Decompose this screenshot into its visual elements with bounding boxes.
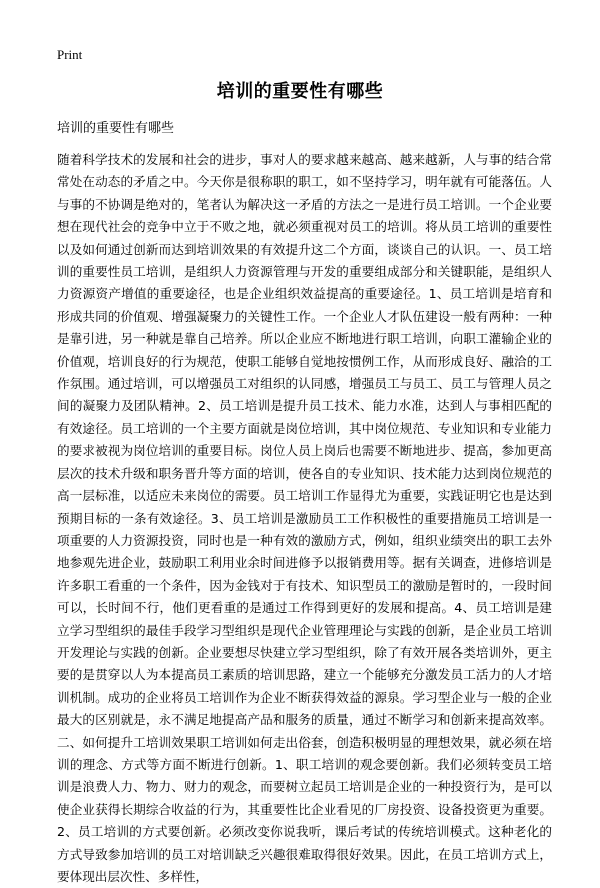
article-subtitle: 培训的重要性有哪些 [57,121,175,136]
article-body: 随着科学技术的发展和社会的进步，事对人的要求越来越高、越来越新，人与事的结合常常处在动态的矛盾之中。今天你是很称职的职工，如不坚持学习，明年就有可能落伍。人与事的不协调是绝对的，笔者认为解决这一矛盾的方法之一是进行员工培训。一个企业要想在现代社会的竞争中立于不败之地，就必须重视对员工的培训。将从员工培训的重要性以及如何通过创新而达到培训效果的有效提升这二个方面，谈谈自己的认识。一、员工培训的重要性员工培训，是组织人力资源管理与开发的重要组成部分和关键职能，是组织人力资源资产增值的重要途径，也是企业组织效益提高的重要途径。1、员工培训是培育和形成共同的价值观、增强凝聚力的关键性工作。一个企业人才队伍建设一般有两种：一种是靠引进，另一种就是靠自己培养。所以企业应不断地进行职工培训，向职工灌输企业的价值观，培训良好的行为规范，使职工能够自觉地按惯例工作，从而形成良好、融洽的工作氛围。通过培训，可以增强员工对组织的认同感，增强员工与员工、员工与管理人员之间的凝聚力及团队精神。2、员工培训是提升员工技术、能力水准，达到人与事相匹配的有效途径。员工培训的一个主要方面就是岗位培训，其中岗位规范、专业知识和专业能力的要求被视为岗位培训的重要目标。岗位人员上岗后也需要不断地进步、提高，参加更高层次的技术升级和职务晋升等方面的培训，使各自的专业知识、技术能力达到岗位规范的高一层标准，以适应未来岗位的需要。员工培训工作显得尤为重要，实践证明它也是达到预期目标的一条有效途径。3、员工培训是激励员工工作积极性的重要措施员工培训是一项重要的人力资源投资，同时也是一种有效的激励方式，例如，组织业绩突出的职工去外地参观先进企业，鼓励职工利用业余时间进修予以报销费用等。据有关调查，进修培训是许多职工看重的一个条件，因为金钱对于有技术、知识型员工的激励是暂时的，一段时间可以，长时间不行，他们更看重的是通过工作得到更好的发展和提高。4、员工培训是建立学习型组织的最佳手段学习型组织是现代企业管理理论与实践的创新，是企业员工培训开发理论与实践的创新。企业要想尽快建立学习型组织，除了有效开展各类培训外，更主要的是贯穿以人为本提高员工素质的培训思路，建立一个能够充分激发员工活力的人才培训机制。成功的企业将员工培训作为企业不断获得效益的源泉。学习型企业与一般的企业最大的区别就是，永不满足地提高产品和服务的质量，通过不断学习和创新来提高效率。二、如何提升工培训效果职工培训如何走出俗套，创造积极明显的理想效果，就必须在培训的理念、方式等方面不断进行创新。1、职工培训的观念要创新。我们必须转变员工培训是浪费人力、物力、财力的观念，而要树立起员工培训是企业的一种投资行为，是可以使企业获得长期综合收益的行为，其重要性比企业看见的厂房投资、设备投资更为重要。2、员工培训的方式要创新。必须改变你说我听，课后考试的传统培训模式。这种老化的方式导致参加培训的员工对培训缺乏兴趣很难取得很好效果。因此，在员工培训方式上，要体现出层次性、多样性， [57,152,552,884]
page-title: 培训的重要性有哪些 [216,81,384,102]
print-link[interactable]: Print [57,47,83,62]
